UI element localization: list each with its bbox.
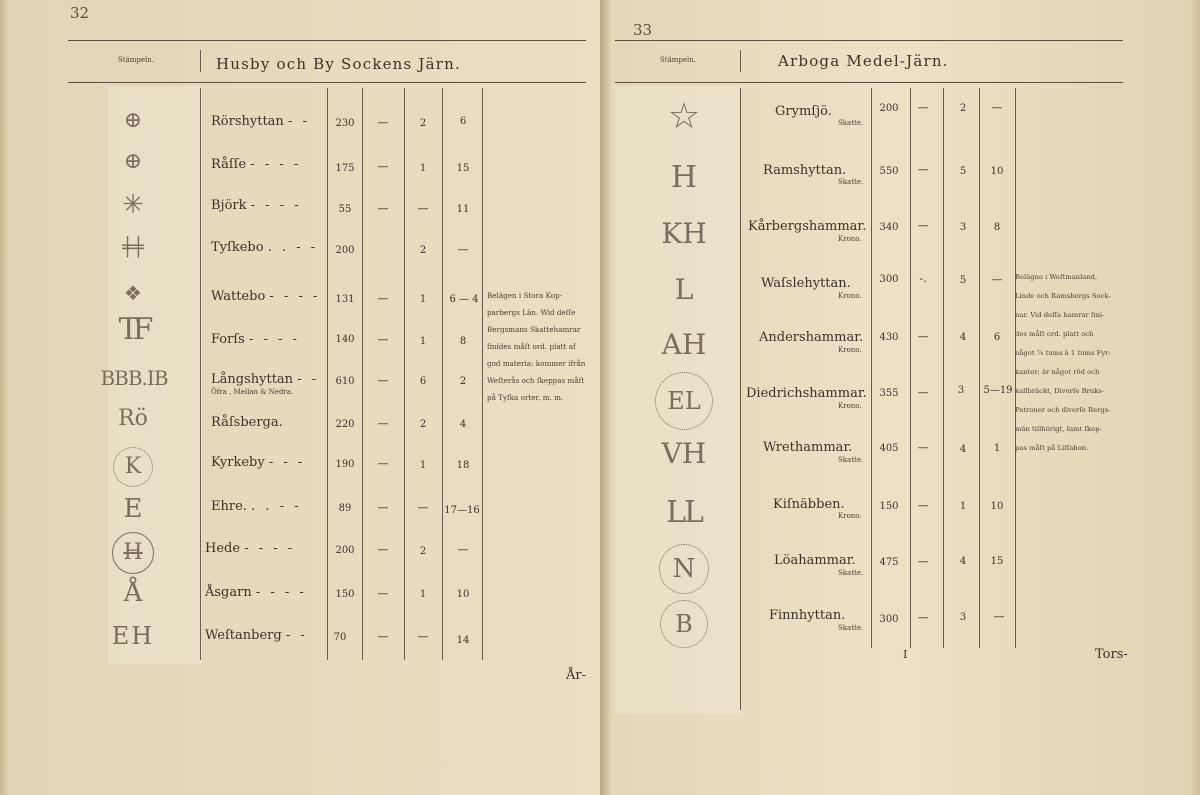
place-name: Hede - - - - (205, 541, 296, 556)
place-name: Andershammar. (759, 330, 864, 345)
value-2: — (377, 630, 389, 643)
header-divider (200, 50, 201, 72)
place-name: Tyſkebo . . - - (211, 240, 319, 255)
stamp-mark: ☆ (667, 96, 701, 137)
value-3: 6 (419, 376, 427, 387)
stamp-mark: LL (666, 495, 702, 530)
value-3: 4 (959, 332, 967, 343)
value-1: 300 (879, 274, 899, 285)
place-subtitle: Öfra , Mellan & Nedra. (211, 388, 294, 396)
place-name: Diedrichshammar. (746, 386, 867, 401)
value-1: 200 (335, 545, 355, 556)
stamp-mark: BBB.IB (100, 366, 168, 390)
stamp-mark: ╪╪ (122, 237, 144, 258)
value-4: 2 (459, 376, 467, 387)
value-2: — (377, 160, 389, 173)
value-3: 2 (419, 118, 427, 129)
value-3: 1 (959, 501, 967, 512)
value-2: — (377, 116, 389, 129)
value-2: — (917, 555, 929, 568)
place-subtitle: Krono. (838, 512, 862, 520)
value-2: — (377, 543, 389, 556)
stamp-mark: H (90, 532, 176, 574)
value-1: 150 (335, 589, 355, 600)
stamp-mark: H (670, 160, 698, 195)
value-4: — (993, 610, 1005, 623)
value-1: 131 (335, 294, 355, 305)
value-2: — (377, 292, 389, 305)
value-3: — (417, 501, 429, 514)
value-4: 5—19 (983, 385, 1013, 396)
value-2: — (917, 219, 929, 232)
value-2: — (377, 417, 389, 430)
value-4: 6 — 4 (449, 294, 479, 305)
value-3: — (417, 630, 429, 643)
value-2: — (377, 587, 389, 600)
place-subtitle: Skatte. (838, 456, 864, 464)
stamp-mark: ✳ (122, 190, 144, 220)
page-number: 33 (633, 21, 653, 39)
stamp-mark: ⊕ (123, 149, 143, 174)
value-4: 10 (456, 589, 470, 600)
value-1: 610 (335, 376, 355, 387)
value-3: 3 (959, 612, 967, 623)
value-1: 150 (879, 501, 899, 512)
value-2: — (377, 374, 389, 387)
value-3: 2 (419, 419, 427, 430)
remarks-note: Belägen i Stora Kop- parbergs Län. Wid deſſe Bergsmans Skattehamrar ſmides måſt ord. platt af god materia: kommer ifrån Weſterås och ſkeppas måſt på Tyſka orter, m. m. (487, 291, 586, 402)
place-subtitle: Skatte. (838, 119, 864, 127)
value-4: 15 (990, 556, 1004, 567)
top-rule (615, 40, 1123, 41)
value-1: 200 (335, 245, 355, 256)
stamp-mark: ⊕ (123, 108, 143, 133)
value-4: — (991, 273, 1003, 286)
stamp-mark: EL (641, 372, 727, 430)
place-name: Löahammar. (774, 553, 856, 568)
value-2: -. (919, 272, 927, 285)
value-3: 2 (419, 245, 427, 256)
remarks-note: Belägne i Weſtmanland, Linde och Ramsbergs Sock- nar. Vid deſſa hamrar ſmi- des måſt ord. platt och något ⅞ tums à 1 tums Fyr- kanter; är något röd och kallbräckt, Diverſe Bruks- Patroner och diverſe Bergs- män tillhörigt, ſamt ſkep- pas måſt på Liſſabon. (1015, 273, 1111, 452)
catchword: År- (566, 668, 586, 683)
place-name: Waſslehyttan. (761, 276, 851, 291)
place-name: Råſsberga. (211, 415, 283, 430)
stamp-mark: E (123, 494, 143, 524)
stamp-mark: EH (111, 622, 155, 650)
value-1: 200 (879, 103, 899, 114)
stamp-mark: B (641, 600, 727, 648)
col-divider (482, 88, 483, 660)
value-3: 2 (419, 546, 427, 557)
value-2: — (917, 163, 929, 176)
value-1: 175 (335, 163, 355, 174)
value-2: — (917, 386, 929, 399)
value-3: 3 (957, 385, 965, 396)
value-2: — (377, 501, 389, 514)
place-subtitle: Krono. (838, 292, 862, 300)
stamp-mark: TF (118, 312, 148, 347)
place-name: Råſſe - - - - (211, 157, 302, 172)
value-2: — (917, 499, 929, 512)
value-3: 1 (419, 336, 427, 347)
value-1: 340 (879, 222, 899, 233)
place-name: Kårbergshammar. (748, 219, 867, 234)
place-subtitle: Krono. (838, 346, 862, 354)
value-3: 5 (959, 166, 967, 177)
value-3: 4 (959, 556, 967, 567)
value-2: — (917, 101, 929, 114)
stamp-mark: Rö (118, 406, 148, 431)
value-4: 11 (456, 204, 470, 215)
value-4: — (991, 101, 1003, 114)
value-4: 14 (456, 635, 470, 646)
value-1: 300 (879, 614, 899, 625)
value-3: 3 (959, 222, 967, 233)
value-2: — (377, 202, 389, 215)
value-2: — (917, 611, 929, 624)
stamp-mark: VH (661, 437, 707, 470)
col-divider (200, 88, 201, 660)
value-4: 10 (990, 166, 1004, 177)
value-4: 15 (456, 163, 470, 174)
section-title: Husby och By Sockens Järn. (216, 55, 461, 73)
place-subtitle: Skatte. (838, 569, 864, 577)
value-3: 1 (419, 460, 427, 471)
header-rule (68, 82, 586, 83)
value-1: 475 (879, 557, 899, 568)
place-name: Wattebo - - - - (211, 289, 321, 304)
value-3: 4 (959, 444, 967, 455)
value-3: — (417, 202, 429, 215)
value-1: 140 (335, 334, 355, 345)
value-4: — (457, 543, 469, 556)
value-1: 430 (879, 332, 899, 343)
stamp-mark: KH (661, 217, 707, 250)
right-page (603, 0, 1200, 795)
catchword: Tors- (1095, 647, 1128, 662)
place-name: Ramshyttan. (763, 163, 847, 178)
value-4: 6 (993, 332, 1001, 343)
place-name: Grymſjö. (775, 104, 832, 119)
value-2: — (917, 441, 929, 454)
place-subtitle: Krono. (838, 235, 862, 243)
value-3: 1 (419, 294, 427, 305)
value-1: 355 (879, 388, 899, 399)
place-name: Wrethammar. (763, 440, 853, 455)
value-4: 17—16 (444, 505, 480, 516)
value-3: 1 (419, 589, 427, 600)
value-2: — (377, 333, 389, 346)
value-4: 6 (459, 116, 467, 127)
top-rule (68, 40, 586, 41)
value-4: 1 (993, 443, 1001, 454)
value-3: 1 (419, 163, 427, 174)
value-1: 405 (879, 443, 899, 454)
place-name: Rörshyttan - - (211, 114, 310, 129)
place-name: Kiſnäbben. (773, 497, 845, 512)
section-title: Arboga Medel-Järn. (778, 52, 949, 70)
value-4: — (457, 243, 469, 256)
value-1: 70 (333, 632, 347, 643)
value-4: 8 (993, 222, 1001, 233)
value-3: 5 (959, 275, 967, 286)
header-rule (615, 82, 1123, 83)
stamp-column-header: Stämpeln. (660, 56, 697, 64)
place-name: Ehre. . . - - (211, 499, 302, 514)
col-divider (442, 88, 443, 660)
place-name: Weſtanberg - - (205, 628, 308, 643)
value-1: 89 (338, 503, 352, 514)
value-2: — (377, 457, 389, 470)
value-4: 10 (990, 501, 1004, 512)
place-name: Långshyttan - - (211, 372, 320, 387)
value-4: 18 (456, 460, 470, 471)
value-2: — (917, 330, 929, 343)
place-name: Kyrkeby - - - (211, 455, 306, 470)
stamp-mark: AH (661, 328, 707, 361)
place-name: Åsgarn - - - - (205, 585, 307, 600)
col-divider (943, 88, 944, 648)
stamp-mark: K (90, 447, 176, 487)
stamp-mark: N (641, 544, 727, 594)
value-4: 4 (459, 419, 467, 430)
page-number: 32 (70, 4, 90, 22)
value-1: 55 (338, 204, 352, 215)
col-divider (740, 88, 741, 710)
header-divider (740, 50, 741, 72)
value-4: 8 (459, 336, 467, 347)
place-name: Finnhyttan. (769, 608, 846, 623)
value-3: 2 (959, 103, 967, 114)
place-subtitle: Skatte. (838, 624, 864, 632)
place-name: Forſs - - - - (211, 332, 300, 347)
value-1: 220 (335, 419, 355, 430)
place-subtitle: Krono. (838, 402, 862, 410)
place-subtitle: Skatte. (838, 178, 864, 186)
stamp-mark: L (674, 273, 694, 306)
value-1: 190 (335, 459, 355, 470)
stamp-mark: ❖ (124, 281, 142, 305)
place-name: Björk - - - - (211, 198, 302, 213)
stamp-mark: Å (123, 578, 143, 608)
left-page (0, 0, 598, 795)
value-1: 550 (879, 166, 899, 177)
stamp-column-header: Stämpeln. (118, 56, 155, 64)
value-1: 230 (335, 118, 355, 129)
signature-mark: I (903, 648, 908, 661)
